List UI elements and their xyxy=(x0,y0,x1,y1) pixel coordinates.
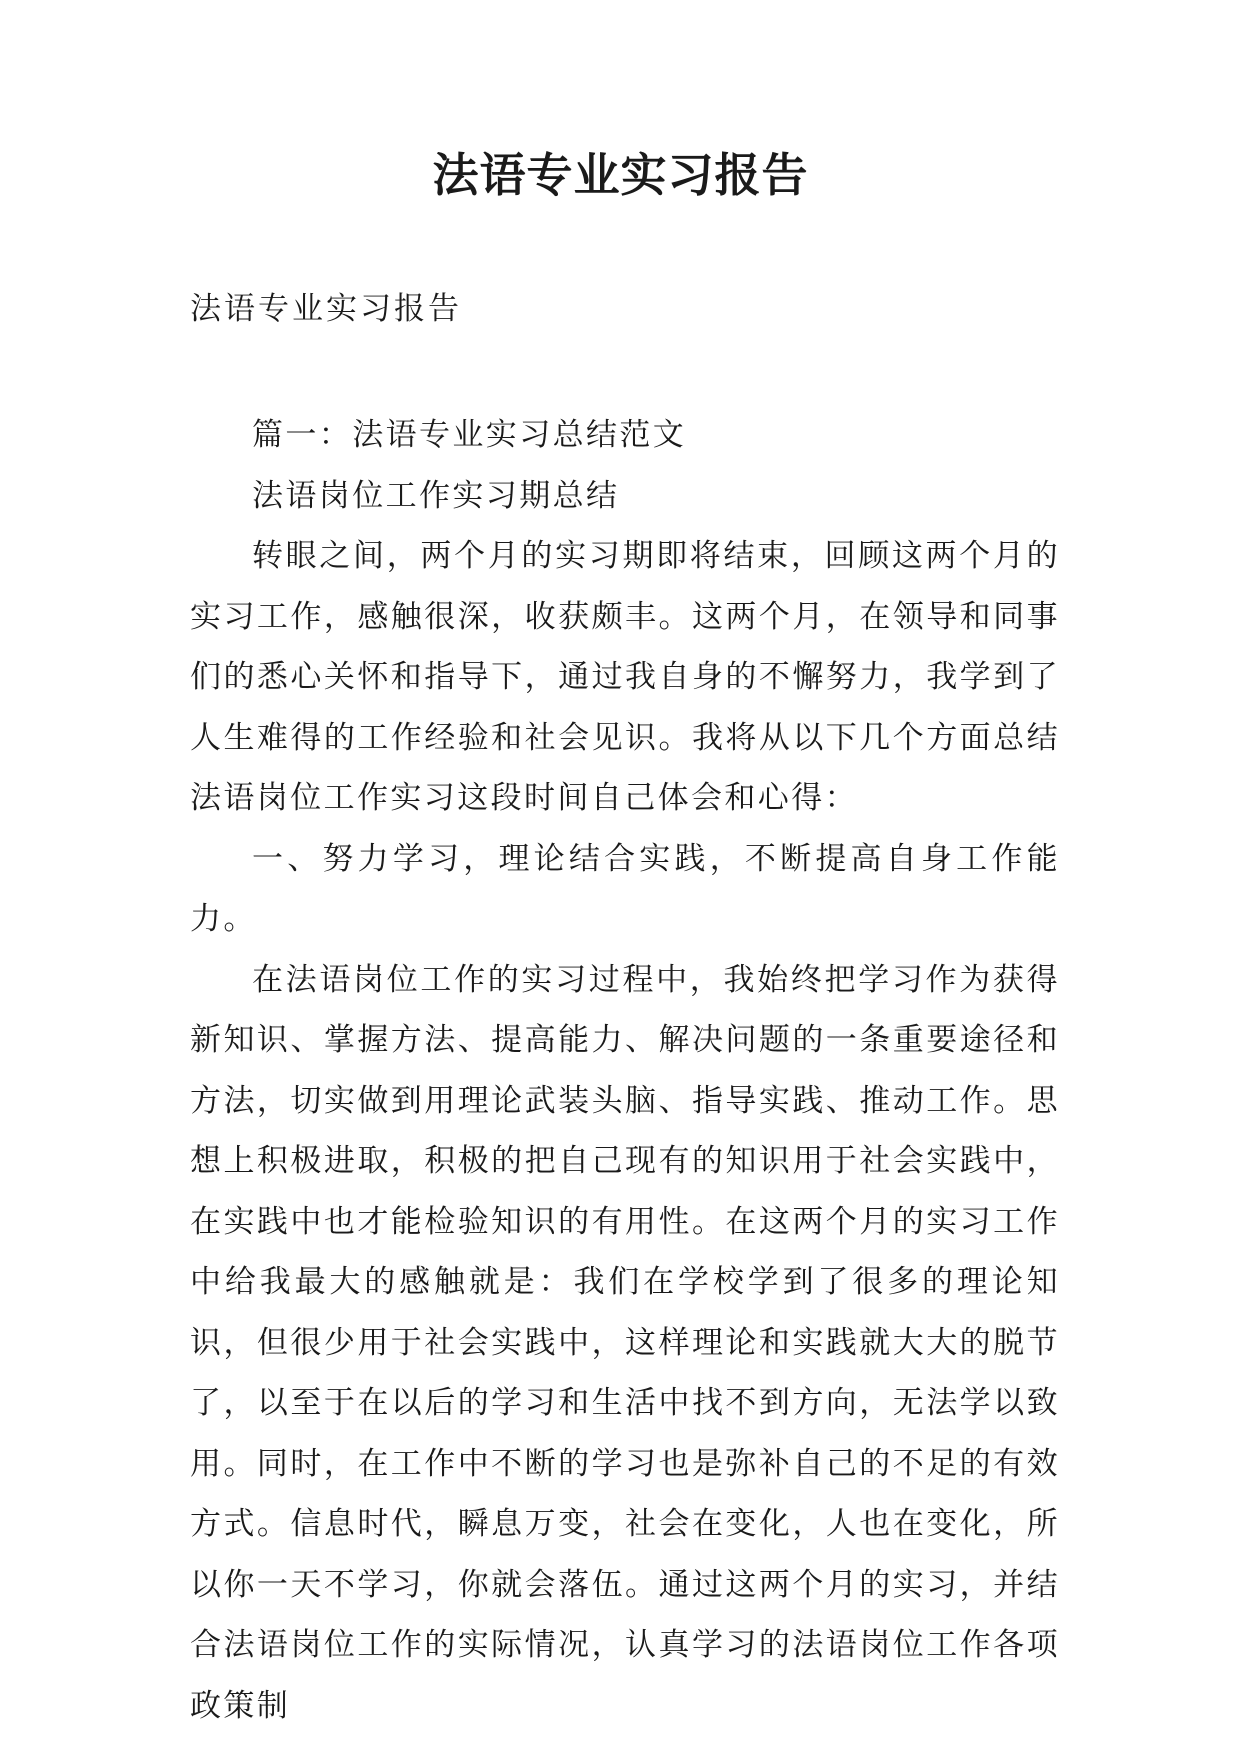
document-body xyxy=(190,405,1060,1736)
document-title: 法语专业实习报告 xyxy=(432,148,809,202)
section-heading: 篇一：法语专业实习总结范文 xyxy=(252,417,687,453)
paragraph: 转眼之间，两个月的实习期即将结束，回顾这两个月的实习工作，感触很深，收获颇丰。这两个月，在领导和同事们的悉心关怀和指导下，通过我自身的不懈努力，我学到了人生难得的工作经验和社会见识。我将从以下几个方面总结法语岗位工作实习这段时间自己体会和心得： xyxy=(190,538,1060,816)
summary-heading: 法语岗位工作实习期总结 xyxy=(252,477,620,514)
point-heading: 一、努力学习，理论结合实践，不断提高自身工作能力。 xyxy=(190,840,1060,937)
document-subtitle: 法语专业实习报告 xyxy=(190,291,462,327)
paragraph: 在法语岗位工作的实习过程中，我始终把学习作为获得新知识、掌握方法、提高能力、解决问题的一条重要途径和方法，切实做到用理论武装头脑、指导实践、推动工作。思想上积极进取，积极的把自己现有的知识用于社会实践中，在实践中也才能检验知识的有用性。在这两个月的实习工作中给我最大的感触就是：我们在学校学到了很多的理论知识，但很少用于社会实践中，这样理论和实践就大大的脱节了，以至于在以后的学习和生活中找不到方向，无法学以致用。同时，在工作中不断的学习也是弥补自己的不足的有效方式。信息时代，瞬息万变，社会在变化，人也在变化，所以你一天不学习，你就会落伍。通过这两个月的实习，并结合法语岗位工作的实际情况，认真学习的法语岗位工作各项政策制 xyxy=(190,961,1060,1724)
